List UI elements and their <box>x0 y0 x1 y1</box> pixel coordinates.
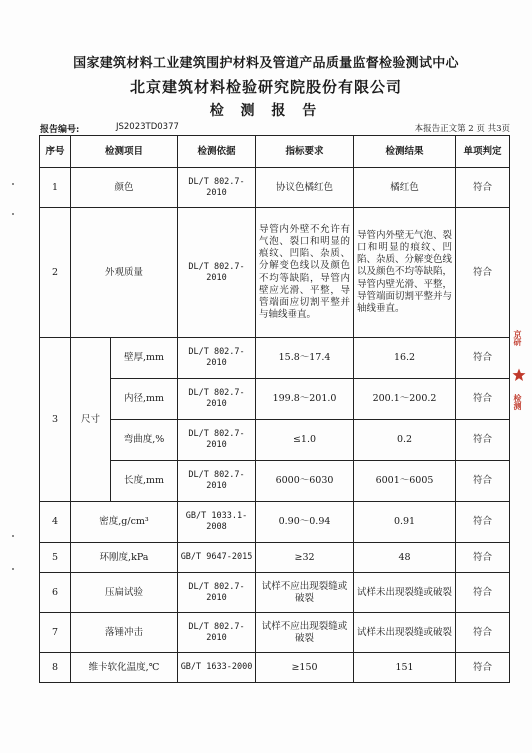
table-row <box>40 543 510 573</box>
cell-no: 5 <box>40 543 71 573</box>
cell-item: 外观质量 <box>71 208 178 338</box>
cell-requirement: 15.8～17.4 <box>256 338 354 379</box>
cell-no: 3 <box>40 338 71 502</box>
cell-result: 16.2 <box>354 338 456 379</box>
cell-result: 200.1～200.2 <box>354 379 456 420</box>
header-result: 检测结果 <box>354 136 456 168</box>
table-row <box>40 461 510 502</box>
cell-result: 0.91 <box>354 502 456 543</box>
cell-requirement: 导管内外壁不允许有气泡、裂口和明显的痕纹、凹陷、杂质、分解变色线以及颜色不均等缺陷，导管内壁应光滑、平整，导管端面应切割平整并与轴线垂直。 <box>256 208 354 338</box>
table-row <box>40 338 510 379</box>
margin-dot <box>12 183 14 185</box>
cell-item: 压扁试验 <box>71 573 178 613</box>
cell-requirement: 0.90～0.94 <box>256 502 354 543</box>
cell-standard: DL/T 802.7-2010 <box>178 461 256 502</box>
margin-dot <box>12 535 14 537</box>
center-name: 国家建筑材料工业建筑围护材料及管道产品质量监督检验测试中心 <box>73 56 459 71</box>
header-requirement: 指标要求 <box>256 136 354 168</box>
header-standard: 检测依据 <box>178 136 256 168</box>
cell-item: 密度,g/cm³ <box>71 502 178 543</box>
cell-judgement: 符合 <box>456 573 510 613</box>
cell-judgement: 符合 <box>456 379 510 420</box>
cell-standard: DL/T 802.7-2010 <box>178 379 256 420</box>
cell-result: 0.2 <box>354 420 456 461</box>
cell-standard: DL/T 802.7-2010 <box>178 208 256 338</box>
cell-requirement: 199.8～201.0 <box>256 379 354 420</box>
page-info: 本报告正文第 2 页 共3页 <box>414 124 510 134</box>
report-number-label: 报告编号: <box>40 125 80 135</box>
cell-no: 1 <box>40 168 71 208</box>
table-row <box>40 420 510 461</box>
document-title: 检 测 报 告 <box>209 103 323 119</box>
cell-judgement: 符合 <box>456 168 510 208</box>
cell-subitem: 内径,mm <box>111 379 178 420</box>
report-number: JS2023TD0377 <box>116 122 179 132</box>
table-row <box>40 653 510 683</box>
cell-judgement: 符合 <box>456 653 510 683</box>
cell-item: 维卡软化温度,℃ <box>71 653 178 683</box>
cell-standard: DL/T 802.7-2010 <box>178 338 256 379</box>
cell-result: 导管内外壁无气泡、裂口和明显的痕纹、凹陷、杂质、分解变色线以及颜色不均等缺陷，导管内壁光滑、平整，导管端面切割平整并与轴线垂直。 <box>354 208 456 338</box>
cell-no: 7 <box>40 613 71 653</box>
table-row <box>40 168 510 208</box>
cell-standard: GB/T 9647-2015 <box>178 543 256 573</box>
cell-result: 试样未出现裂缝或破裂 <box>354 573 456 613</box>
cell-result: 151 <box>354 653 456 683</box>
cell-result: 橘红色 <box>354 168 456 208</box>
cell-subitem: 弯曲度,% <box>111 420 178 461</box>
report-meta <box>40 122 510 136</box>
cell-standard: GB/T 1033.1-2008 <box>178 502 256 543</box>
cell-result: 试样未出现裂缝或破裂 <box>354 613 456 653</box>
cell-result: 48 <box>354 543 456 573</box>
table-row <box>40 502 510 543</box>
results-table <box>39 135 510 683</box>
margin-dot <box>12 568 14 570</box>
cell-judgement: 符合 <box>456 461 510 502</box>
table-row <box>40 379 510 420</box>
cell-item: 颜色 <box>71 168 178 208</box>
seal-text-bottom: 检测 <box>513 394 523 410</box>
cell-no: 4 <box>40 502 71 543</box>
cell-requirement: 试样不应出现裂缝或破裂 <box>256 613 354 653</box>
header-judgement: 单项判定 <box>456 136 510 168</box>
cell-standard: DL/T 802.7-2010 <box>178 613 256 653</box>
cell-item: 尺寸 <box>71 338 111 502</box>
cell-subitem: 壁厚,mm <box>111 338 178 379</box>
cell-result: 6001～6005 <box>354 461 456 502</box>
table-row <box>40 613 510 653</box>
star-icon <box>512 368 526 382</box>
cell-requirement: 协议色橘红色 <box>256 168 354 208</box>
cell-judgement: 符合 <box>456 338 510 379</box>
cell-standard: GB/T 1633-2000 <box>178 653 256 683</box>
cell-item: 环刚度,kPa <box>71 543 178 573</box>
header-no: 序号 <box>40 136 71 168</box>
table-row <box>40 573 510 613</box>
cell-requirement: 试样不应出现裂缝或破裂 <box>256 573 354 613</box>
cell-standard: DL/T 802.7-2010 <box>178 420 256 461</box>
cell-no: 8 <box>40 653 71 683</box>
cell-standard: DL/T 802.7-2010 <box>178 168 256 208</box>
cell-judgement: 符合 <box>456 420 510 461</box>
cell-requirement: ≥150 <box>256 653 354 683</box>
header-item: 检测项目 <box>71 136 178 168</box>
seal-text-top: 京研 <box>513 330 523 346</box>
cell-item: 落锤冲击 <box>71 613 178 653</box>
seal-stamp <box>512 330 526 430</box>
cell-standard: DL/T 802.7-2010 <box>178 573 256 613</box>
cell-requirement: ≥32 <box>256 543 354 573</box>
margin-dot <box>12 213 14 215</box>
cell-requirement: 6000～6030 <box>256 461 354 502</box>
cell-judgement: 符合 <box>456 502 510 543</box>
cell-judgement: 符合 <box>456 613 510 653</box>
cell-subitem: 长度,mm <box>111 461 178 502</box>
cell-judgement: 符合 <box>456 543 510 573</box>
table-header-row <box>40 136 510 168</box>
cell-judgement: 符合 <box>456 208 510 338</box>
cell-no: 2 <box>40 208 71 338</box>
table-row <box>40 208 510 338</box>
company-name: 北京建筑材料检验研究院股份有限公司 <box>129 78 402 96</box>
cell-requirement: ≤1.0 <box>256 420 354 461</box>
cell-no: 6 <box>40 573 71 613</box>
